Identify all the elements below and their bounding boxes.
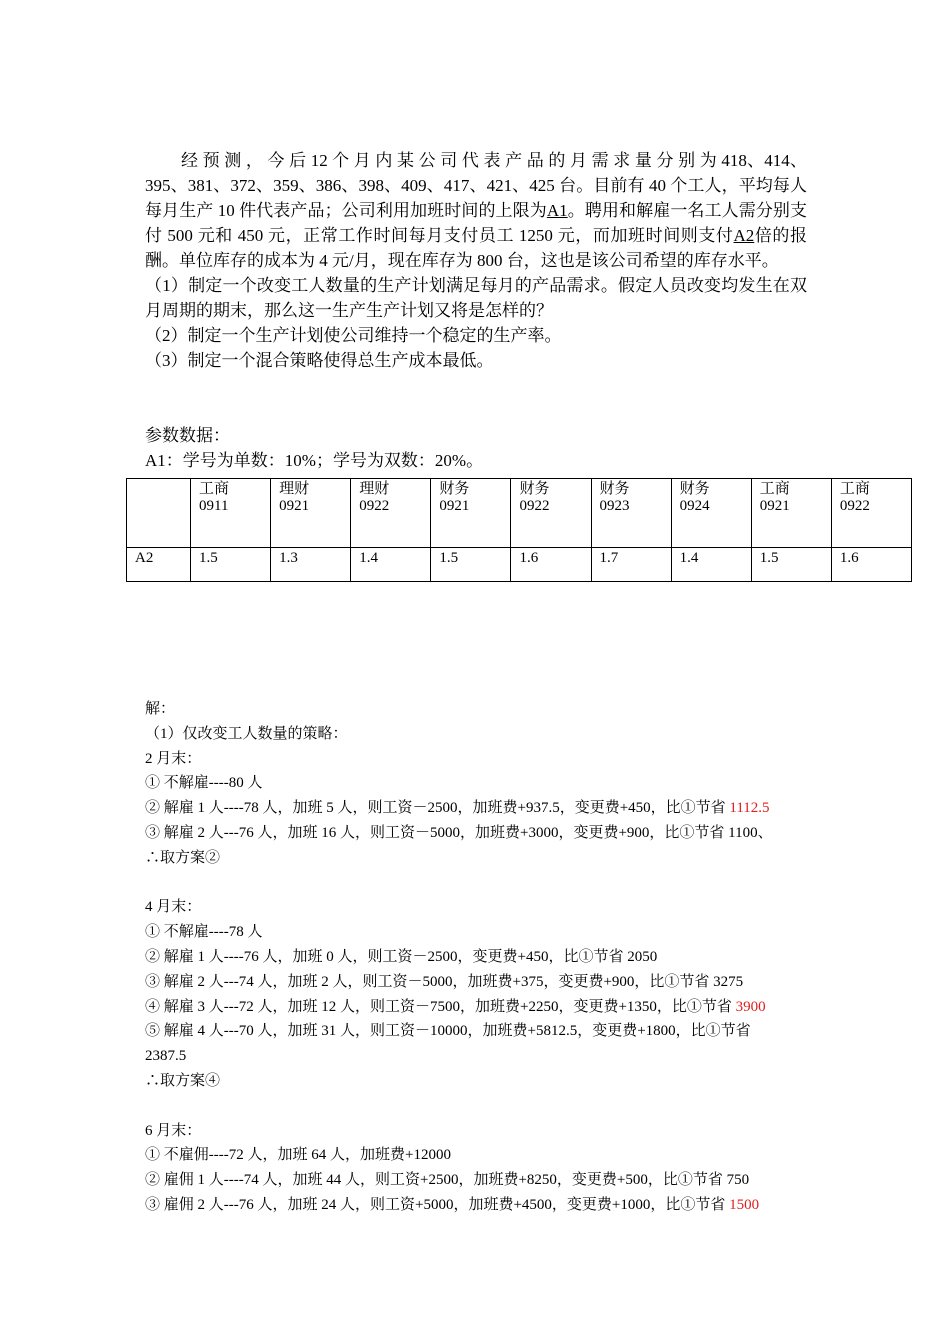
solution-subtitle: （1）仅改变工人数量的策略：: [145, 725, 348, 742]
solution-title: 解：: [145, 701, 176, 717]
choice-line: ∴取方案④: [145, 1072, 221, 1089]
table-cell: 1.5: [431, 548, 511, 582]
a2-reference: A2: [733, 226, 755, 245]
highlight-value: 1500: [729, 1196, 760, 1213]
option-line: ① 不雇佣----72 人，加班 64 人，加班费+12000: [145, 1147, 451, 1164]
table-header-cell: 财务 0923: [591, 479, 671, 548]
table-cell: 1.7: [591, 548, 671, 582]
table-cell: 1.4: [671, 548, 751, 582]
table-cell: 1.4: [351, 548, 431, 582]
highlight-value: 1112.5: [729, 800, 770, 817]
table-header-row: [127, 479, 912, 548]
table-header-cell: 理财 0921: [271, 479, 351, 548]
parameter-section: [145, 423, 483, 473]
option-line: ② 解雇 1 人----76 人，加班 0 人，则工资－2500，变更费+450，比①节省 2050: [145, 948, 658, 965]
table-cell: 1.6: [511, 548, 591, 582]
solution-section: [145, 697, 845, 1218]
problem-statement: [145, 148, 807, 373]
table-cell: 1.5: [191, 548, 271, 582]
choice-line: ∴取方案②: [145, 849, 221, 866]
parameter-title: 参数数据：: [145, 426, 230, 445]
option-line: ④ 解雇 3 人---72 人，加班 12 人，则工资－7500，加班费+2250，变更费+1350，比①节省 3900: [145, 998, 766, 1015]
table-header-cell: 财务 0924: [671, 479, 751, 548]
option-line: ① 不解雇----78 人: [145, 924, 263, 941]
month-2-heading: 2 月末：: [145, 750, 202, 767]
table-cell: 1.6: [831, 548, 911, 582]
table-row-label: A2: [127, 548, 191, 582]
table-corner-cell: [127, 479, 191, 548]
a1-reference: A1: [546, 201, 568, 220]
question-3: （3）制定一个混合策略使得总生产成本最低。: [145, 351, 494, 370]
table-cell: 1.3: [271, 548, 351, 582]
question-2: （2）制定一个生产计划使公司维持一个稳定的生产率。: [145, 326, 562, 345]
option-line: ③ 雇佣 2 人---76 人，加班 24 人，则工资+5000，加班费+4500，变更费+1000，比①节省 1500: [145, 1196, 760, 1213]
month-6-heading: 6 月末：: [145, 1122, 202, 1139]
option-line: ③ 解雇 2 人---76 人，加班 16 人，则工资－5000，加班费+3000，变更费+900，比①节省 1100、: [145, 824, 773, 841]
table-header-cell: 工商 0911: [191, 479, 271, 548]
table-header-cell: 工商 0922: [831, 479, 911, 548]
option-line-continued: 2387.5: [145, 1048, 187, 1065]
month-4-heading: 4 月末：: [145, 899, 202, 916]
problem-paragraph: 经 预 测 ， 今 后 12 个 月 内 某 公 司 代 表 产 品 的 月 需 求 量 分 别 为 418、414、395、381、372、359、386、398、409、417、421、425 台。目前有 40 个工人，平均每人每月生产 10 件代表产品；公司利用加班时间的上限为A1。聘用和解雇一名工人需分别支付 500 元和 450 元，正常工作时间每月支付员工 1250 元，而加班时间则支付A2倍的报酬。单位库存的成本为 4 元/月，现在库存为 800 台，这也是该公司希望的库存水平。: [145, 151, 808, 270]
table-row: [127, 548, 912, 582]
table-header-cell: 理财 0922: [351, 479, 431, 548]
option-line: ⑤ 解雇 4 人---70 人，加班 31 人，则工资－10000，加班费+5812.5，变更费+1800，比①节省: [145, 1023, 751, 1040]
table-header-cell: 财务 0922: [511, 479, 591, 548]
question-1: （1）制定一个改变工人数量的生产计划满足每月的产品需求。假定人员改变均发生在双月周期的期末，那么这一生产生产计划又将是怎样的？: [145, 276, 807, 320]
option-line: ② 解雇 1 人----78 人，加班 5 人，则工资－2500，加班费+937.5，变更费+450，比①节省 1112.5: [145, 800, 770, 817]
table-header-cell: 工商 0921: [751, 479, 831, 548]
option-line: ③ 解雇 2 人---74 人，加班 2 人，则工资－5000，加班费+375，变更费+900，比①节省 3275: [145, 973, 744, 990]
highlight-value: 3900: [735, 998, 766, 1015]
table-cell: 1.5: [751, 548, 831, 582]
a1-parameter-line: A1：学号为单数：10%；学号为双数：20%。: [145, 451, 484, 470]
table-header-cell: 财务 0921: [431, 479, 511, 548]
option-line: ① 不解雇----80 人: [145, 775, 263, 792]
a2-parameter-table: [126, 478, 912, 582]
option-line: ② 雇佣 1 人----74 人，加班 44 人，则工资+2500，加班费+8250，变更费+500，比①节省 750: [145, 1172, 750, 1189]
